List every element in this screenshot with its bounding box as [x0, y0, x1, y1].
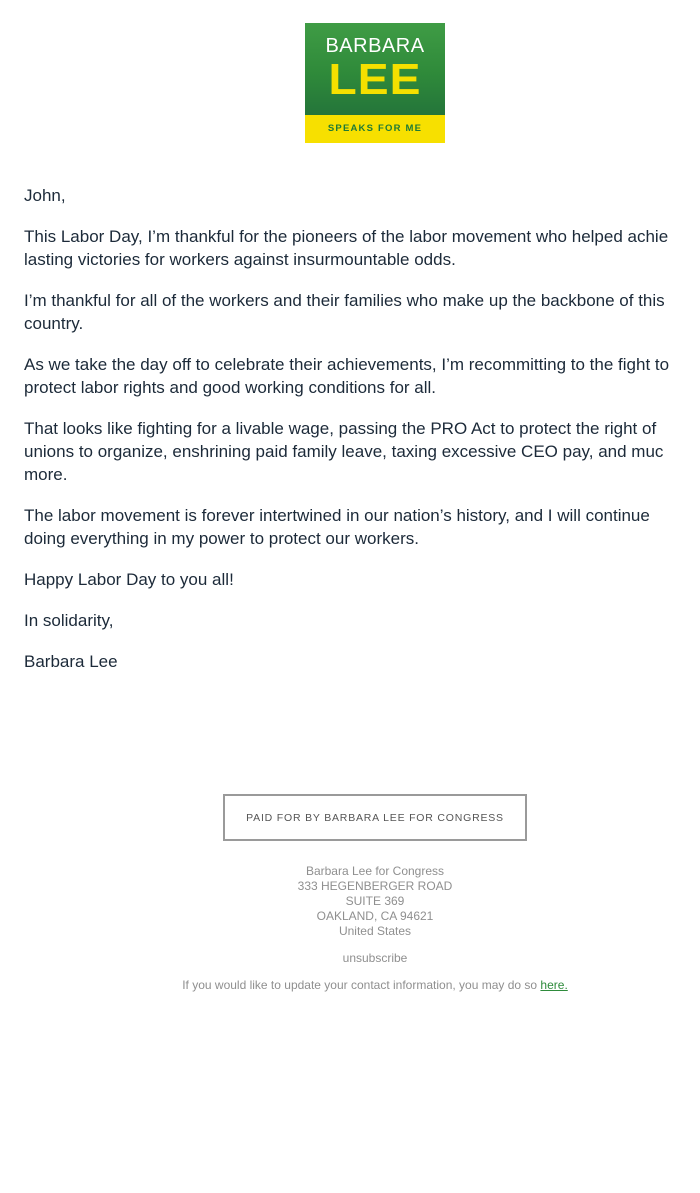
paragraph-5	[24, 504, 700, 550]
paragraph-line: This Labor Day, I’m thankful for the pioneers of the labor movement who helped achie	[24, 227, 669, 246]
address-org: Barbara Lee for Congress	[305, 864, 445, 878]
unsubscribe-link[interactable]: unsubscribe	[342, 951, 408, 965]
signature: Barbara Lee	[24, 652, 118, 671]
paragraph-line: unions to organize, enshrining paid family leave, taxing excessive CEO pay, and muc	[24, 442, 664, 461]
logo-green-panel	[305, 23, 445, 115]
paragraph-line: That looks like fighting for a livable wage, passing the PRO Act to protect the right of	[24, 419, 657, 438]
paragraph-line: lasting victories for workers against insurmountable odds.	[24, 250, 456, 269]
paragraph-line: The labor movement is forever intertwined in our nation’s history, and I will continue	[24, 506, 650, 525]
signoff: In solidarity,	[24, 611, 114, 630]
paragraph-line: As we take the day off to celebrate their achievements, I’m recommitting to the fight to	[24, 355, 670, 374]
paragraph-line: country.	[24, 314, 84, 333]
paragraph-3	[24, 353, 700, 399]
address-country: United States	[338, 924, 412, 938]
paragraph-line: more.	[24, 465, 68, 484]
update-contact-link[interactable]: here.	[540, 978, 568, 992]
address-suite: SUITE 369	[345, 894, 405, 908]
paragraph-line: protect labor rights and good working conditions for all.	[24, 378, 437, 397]
paragraph-2	[24, 289, 700, 335]
greeting: John,	[24, 186, 66, 205]
paragraph-line: doing everything in my power to protect our workers.	[24, 529, 419, 548]
logo-yellow-band	[305, 115, 445, 143]
unsubscribe-row	[0, 951, 700, 966]
mailing-address	[0, 864, 700, 939]
paid-for-disclaimer	[223, 794, 527, 841]
campaign-logo	[305, 23, 445, 143]
paragraph-4	[24, 417, 700, 486]
logo-first-name: BARBARA	[325, 35, 425, 57]
update-contact-text: If you would like to update your contact information, you may do so	[182, 978, 541, 992]
address-street: 333 HEGENBERGER ROAD	[297, 879, 453, 893]
logo-last-name: LEE	[328, 55, 422, 104]
paid-for-text: PAID FOR BY BARBARA LEE FOR CONGRESS	[246, 811, 504, 824]
logo-tagline: SPEAKS FOR ME	[327, 123, 423, 134]
address-city: OAKLAND, CA 94621	[316, 909, 434, 923]
closing-line: Happy Labor Day to you all!	[24, 570, 234, 589]
update-contact-row	[0, 978, 700, 993]
paragraph-line: I’m thankful for all of the workers and their families who make up the backbone of this	[24, 291, 665, 310]
email-body	[24, 184, 700, 691]
paragraph-1	[24, 225, 700, 271]
